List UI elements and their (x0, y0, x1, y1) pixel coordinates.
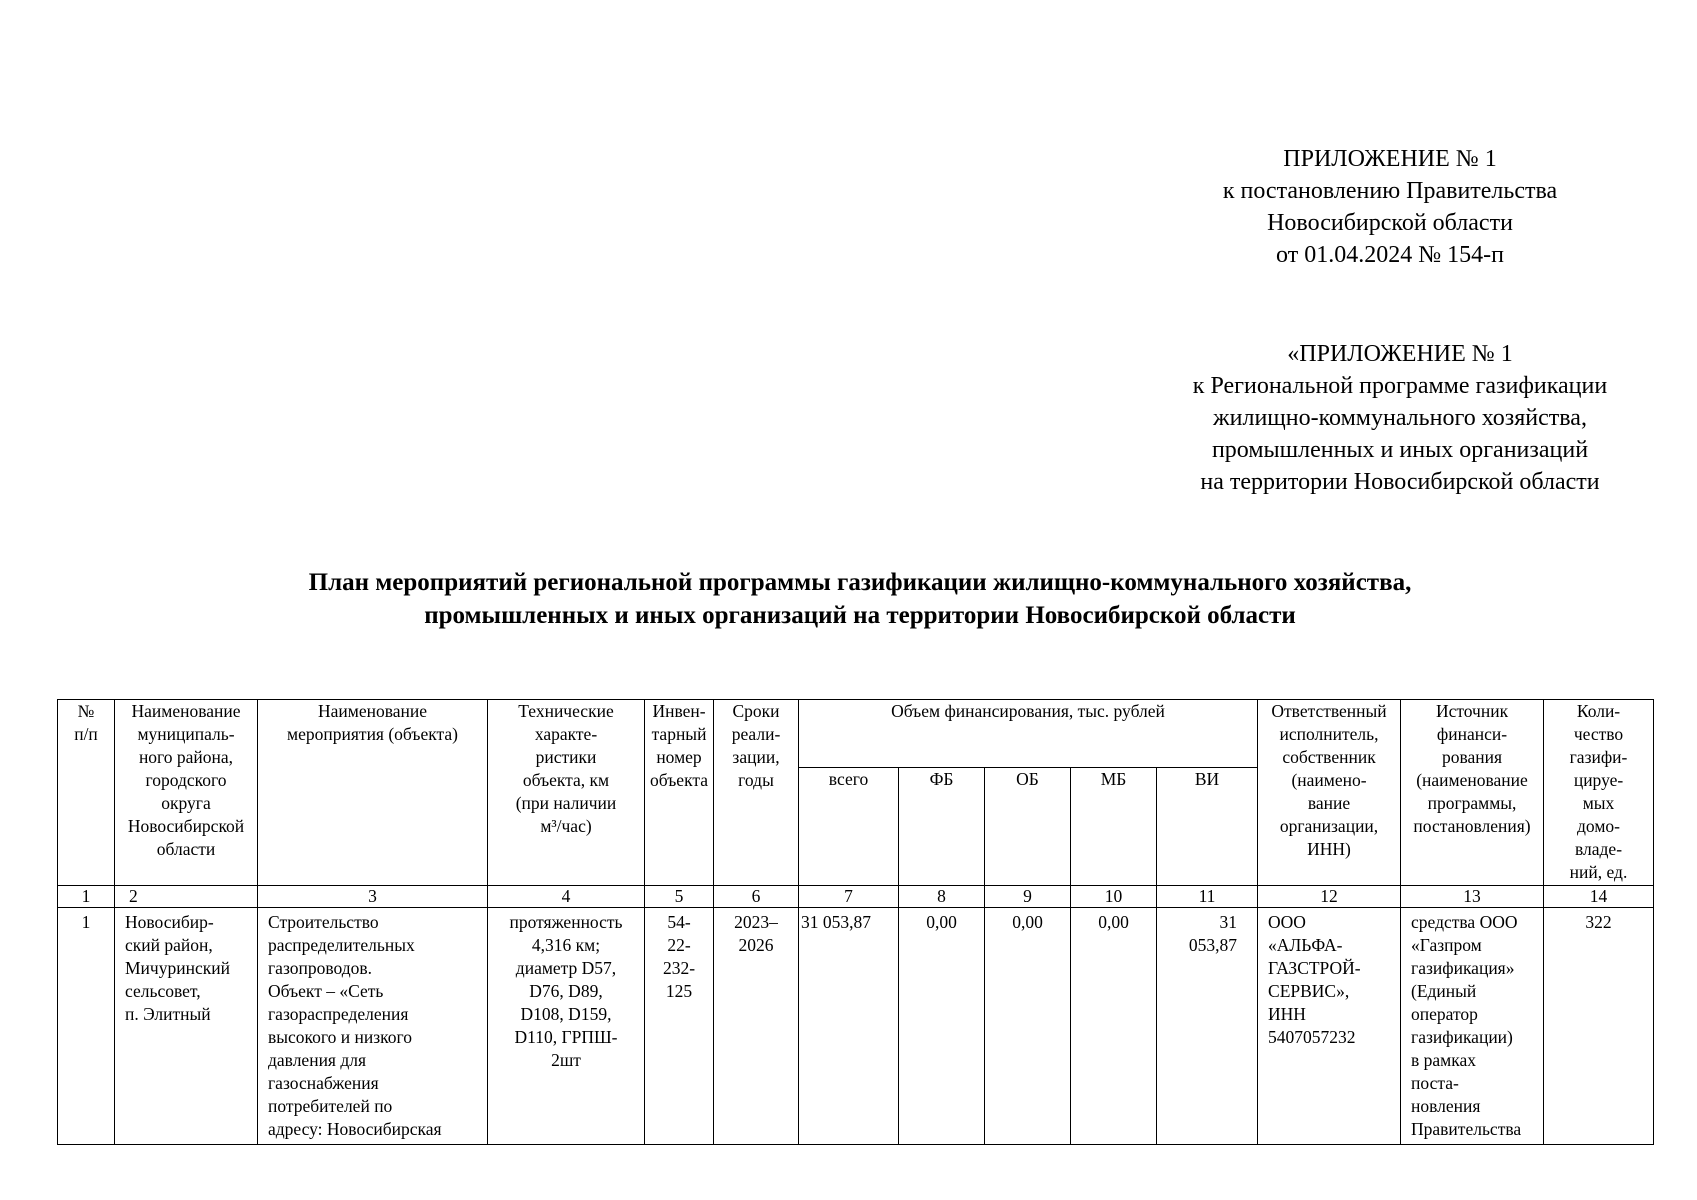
cell-line: Правительства (1411, 1119, 1522, 1139)
header-ob: ОБ (985, 768, 1071, 886)
cell-line: программы, (1427, 793, 1517, 813)
cell-line: 2023– (734, 912, 778, 932)
cell-line: ский район, (125, 935, 213, 955)
table-header-row (58, 700, 1654, 768)
cell-line: ного района, (138, 747, 234, 767)
cell-line: диаметр D57, (515, 958, 617, 978)
cell-line: постановления) (1413, 816, 1531, 836)
cell-line: давления для (268, 1050, 367, 1070)
annex-line: на территории Новосибирской области (1200, 469, 1600, 495)
cell-line: ристики (535, 747, 597, 767)
header-inventory (645, 700, 714, 886)
annex-line: «ПРИЛОЖЕНИЕ № 1 (1287, 341, 1513, 367)
cell-line: газификации) (1411, 1027, 1513, 1047)
cell-line: Строительство (268, 912, 379, 932)
header-count (1544, 700, 1654, 886)
cell-line: Коли- (1576, 701, 1621, 721)
annex-line: жилищно-коммунального хозяйства, (1213, 405, 1587, 431)
cell-line: исполнитель, (1279, 724, 1379, 744)
column-number: 14 (1544, 886, 1654, 908)
cell-line: годы (738, 770, 774, 790)
cell-line: Ответственный (1271, 701, 1387, 721)
cell-line: реали- (731, 724, 781, 744)
column-number: 8 (899, 886, 985, 908)
cell-line: цируе- (1573, 770, 1624, 790)
cell-line: Наименование (317, 701, 428, 721)
cell-line: Источник (1435, 701, 1509, 721)
column-number: 4 (488, 886, 645, 908)
cell-line: Новосибир- (125, 912, 214, 932)
cell-line: (Единый (1411, 981, 1477, 1001)
annex-line: ПРИЛОЖЕНИЕ № 1 (1283, 146, 1497, 172)
annex-block-2 (1110, 338, 1690, 498)
cell-line: чество (1573, 724, 1624, 744)
cell-line: газифи- (1569, 747, 1628, 767)
cell-line: владе- (1575, 839, 1623, 859)
cell-line: округа (161, 793, 211, 813)
cell-line: ИНН (1268, 1004, 1306, 1024)
column-numbers-row (58, 886, 1654, 908)
cell-line: D76, D89, (529, 981, 603, 1001)
cell-line: 125 (665, 981, 693, 1001)
cell-line: СЕРВИС», (1268, 981, 1350, 1001)
cell-line: домо- (1577, 816, 1620, 836)
plan-title-line: промышленных и иных организаций на территории Новосибирской области (424, 602, 1296, 629)
cell-mb: 0,00 (1071, 908, 1157, 1145)
column-number: 11 (1157, 886, 1258, 908)
header-total: всего (799, 768, 899, 886)
cell-line: сельсовет, (125, 981, 201, 1001)
cell-municipality (115, 908, 258, 1145)
cell-line: Новосибирской (127, 816, 245, 836)
cell-line: вание (1307, 793, 1351, 813)
column-number: 2 (115, 886, 258, 908)
cell-line: D108, D159, (520, 1004, 612, 1024)
cell-line: Технические (518, 701, 614, 721)
cell-line: организации, (1279, 816, 1379, 836)
cell-line: п/п (74, 724, 98, 744)
cell-line: средства ООО (1411, 912, 1518, 932)
cell-line: ИНН) (1307, 839, 1351, 859)
header-funding: Объем финансирования, тыс. рублей (799, 700, 1258, 768)
header-fb: ФБ (899, 768, 985, 886)
cell-line: (при наличии (515, 793, 617, 813)
cell-line: газоснабжения (268, 1073, 379, 1093)
cell-line: Сроки (732, 701, 780, 721)
cell-line: газификация» (1411, 958, 1515, 978)
header-event (258, 700, 488, 886)
header-terms (714, 700, 799, 886)
cell-line: 5407057232 (1268, 1027, 1356, 1047)
cell-line: высокого и низкого (268, 1027, 413, 1047)
cell-line: в рамках (1411, 1050, 1476, 1070)
cell-line: 31 (1219, 912, 1238, 932)
cell-source (1401, 908, 1544, 1145)
column-number: 13 (1401, 886, 1544, 908)
cell-line: п. Элитный (125, 1004, 211, 1024)
cell-fb: 0,00 (899, 908, 985, 1145)
header-executor (1258, 700, 1401, 886)
cell-line: мых (1582, 793, 1615, 813)
header-num (58, 700, 115, 886)
column-number: 3 (258, 886, 488, 908)
cell-line: Мичуринский (125, 958, 230, 978)
cell-line: области (156, 839, 216, 859)
cell-line: поста- (1411, 1073, 1459, 1093)
cell-line: 22- (667, 935, 691, 955)
plan-table (57, 699, 1654, 1145)
cell-line: (наименование (1416, 770, 1528, 790)
cell-inventory (645, 908, 714, 1145)
cell-line: ООО (1268, 912, 1306, 932)
cell-ob: 0,00 (985, 908, 1071, 1145)
cell-executor (1258, 908, 1401, 1145)
cell-line: 053,87 (1188, 935, 1238, 955)
header-tech (488, 700, 645, 886)
column-number: 9 (985, 886, 1071, 908)
cell-line: рования (1441, 747, 1503, 767)
cell-line: № (77, 701, 95, 721)
cell-line: распределительных (268, 935, 415, 955)
column-number: 10 (1071, 886, 1157, 908)
cell-line: муниципаль- (137, 724, 235, 744)
cell-line: 4,316 км; (531, 935, 601, 955)
cell-line: оператор (1411, 1004, 1478, 1024)
cell-line: ний, ед. (1569, 862, 1628, 882)
header-mb: МБ (1071, 768, 1157, 886)
annex-line: Новосибирской области (1267, 210, 1513, 236)
cell-line: 2026 (738, 935, 774, 955)
cell-event (258, 908, 488, 1145)
cell-tech (488, 908, 645, 1145)
cell-line: D110, ГРПШ- (514, 1027, 618, 1047)
cell-line: газораспределения (268, 1004, 409, 1024)
cell-line: тарный (651, 724, 707, 744)
annex-line: к Региональной программе газификации (1192, 373, 1608, 399)
cell-line: (наимено- (1291, 770, 1367, 790)
annex-block-1 (1110, 143, 1670, 271)
cell-line: характе- (534, 724, 598, 744)
plan-title-line: План мероприятий региональной программы газификации жилищно-коммунального хозяйства, (308, 569, 1412, 596)
cell-line: 54- (667, 912, 691, 932)
cell-line: м³/час) (540, 816, 592, 836)
cell-line: номер (656, 747, 702, 767)
table-row (58, 908, 1654, 1145)
cell-line: газопроводов. (268, 958, 373, 978)
annex-line: промышленных и иных организаций (1211, 437, 1589, 463)
cell-line: зации, (732, 747, 780, 767)
cell-num: 1 (58, 908, 115, 1145)
cell-terms (714, 908, 799, 1145)
cell-line: адресу: Новосибирская (268, 1119, 442, 1139)
cell-line: Объект – «Сеть (268, 981, 384, 1001)
cell-line: собственник (1282, 747, 1376, 767)
cell-line: мероприятия (объекта) (287, 724, 458, 744)
column-number: 7 (799, 886, 899, 908)
cell-line: Наименование (131, 701, 241, 721)
header-vi: ВИ (1157, 768, 1258, 886)
cell-line: Инвен- (652, 701, 706, 721)
header-municipality (115, 700, 258, 886)
column-number: 12 (1258, 886, 1401, 908)
plan-title (60, 566, 1660, 632)
cell-total: 31 053,87 (799, 908, 899, 1145)
cell-line: ГАЗСТРОЙ- (1268, 958, 1361, 978)
column-number: 6 (714, 886, 799, 908)
cell-line: протяженность (509, 912, 623, 932)
cell-line: городского (145, 770, 227, 790)
cell-line: объекта, км (522, 770, 610, 790)
cell-line: потребителей по (268, 1096, 393, 1116)
cell-line: объекта (650, 770, 708, 790)
cell-count: 322 (1544, 908, 1654, 1145)
header-source (1401, 700, 1544, 886)
annex-line: от 01.04.2024 № 154-п (1276, 242, 1504, 268)
cell-line: новления (1411, 1096, 1481, 1116)
cell-line: 2шт (551, 1050, 581, 1070)
cell-line: финанси- (1436, 724, 1508, 744)
column-number: 1 (58, 886, 115, 908)
annex-line: к постановлению Правительства (1222, 178, 1558, 204)
cell-vi (1157, 908, 1258, 1145)
column-number: 5 (645, 886, 714, 908)
cell-line: 232- (662, 958, 696, 978)
cell-line: «АЛЬФА- (1268, 935, 1343, 955)
cell-line: «Газпром (1411, 935, 1482, 955)
